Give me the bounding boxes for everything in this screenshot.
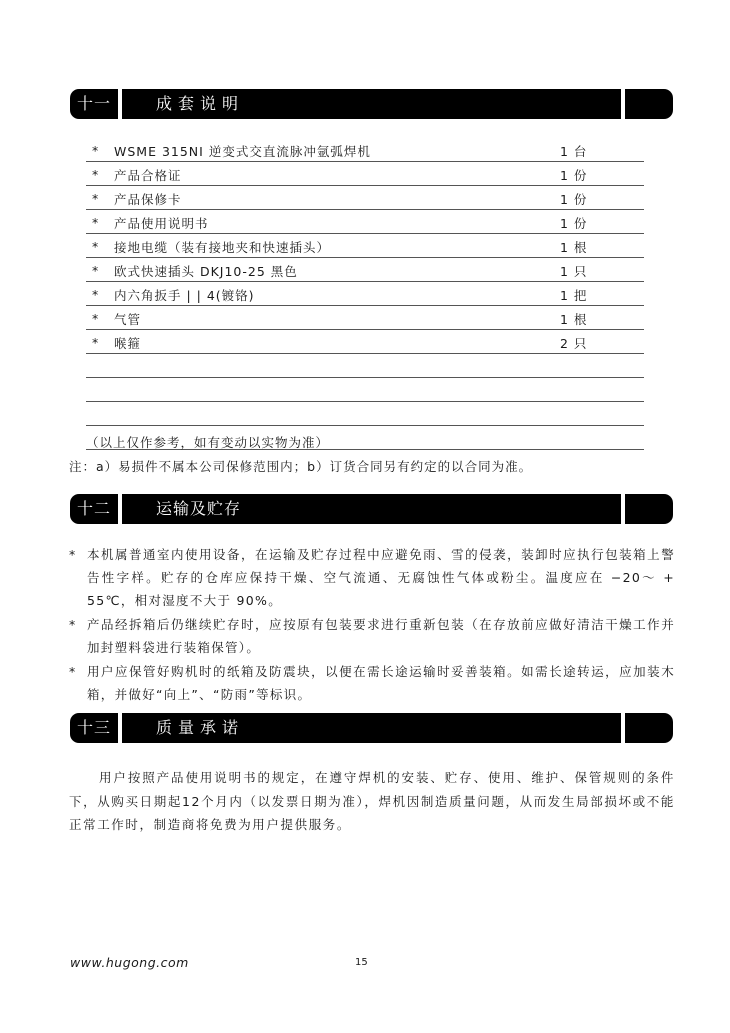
item-quantity: 1 根	[560, 312, 588, 327]
item-quantity: 1 份	[560, 168, 588, 183]
bullet-text: 用户应保管好购机时的纸箱及防震块，以便在需长途运输时妥善装箱。如需长途转运，应加装木箱，并做好“向上”、“防雨”等标识。	[87, 664, 675, 702]
section-12-number: 十二	[70, 494, 118, 524]
item-name: 内六角扳手 | | 4(镀铬)	[114, 288, 255, 303]
reference-note: （以上仅作参考，如有变动以实物为准）	[86, 435, 330, 450]
item-quantity: 1 份	[560, 192, 588, 207]
item-quantity: 1 份	[560, 216, 588, 231]
item-bullet: *	[92, 311, 99, 326]
item-quantity: 1 只	[560, 264, 588, 279]
item-name: 产品合格证	[114, 168, 182, 183]
item-bullet: *	[92, 263, 99, 278]
item-quantity: 2 只	[560, 336, 588, 351]
section-12-header	[70, 494, 673, 524]
item-name: 喉箍	[114, 336, 142, 351]
bullet-text: 产品经拆箱后仍继续贮存时，应按原有包装要求进行重新包装（在存放前应做好清洁干燥工作并加封塑料袋进行装箱保管）。	[87, 617, 675, 655]
item-quantity: 1 台	[560, 144, 588, 159]
section-11-header	[70, 89, 673, 119]
storage-bullet	[69, 543, 675, 612]
bullet-mark: *	[69, 617, 77, 632]
section-13-header	[70, 713, 673, 743]
item-bullet: *	[92, 239, 99, 254]
item-name: 欧式快速插头 DKJ10-25 黑色	[114, 264, 298, 279]
storage-bullet	[69, 613, 675, 659]
list-item	[86, 402, 644, 426]
section-13-number: 十三	[70, 713, 118, 743]
item-name: 接地电缆（装有接地夹和快速插头）	[114, 240, 331, 255]
list-item	[86, 138, 644, 162]
item-name: 产品使用说明书	[114, 216, 209, 231]
bullet-mark: *	[69, 547, 77, 562]
item-bullet: *	[92, 191, 99, 206]
item-bullet: *	[92, 167, 99, 182]
bullet-text: 本机属普通室内使用设备，在运输及贮存过程中应避免雨、雪的侵袭，装卸时应执行包装箱上警告性字样。贮存的仓库应保持干燥、空气流通、无腐蚀性气体或粉尘。温度应在 −20～ + 55℃，相对湿度不大于 90%。	[87, 547, 675, 608]
item-name: 产品保修卡	[114, 192, 182, 207]
section-header-endcap	[625, 89, 673, 119]
section-13-title: 质量承诺	[122, 713, 621, 743]
list-item	[86, 258, 644, 282]
list-item	[86, 378, 644, 402]
item-name: WSME 315NI 逆变式交直流脉冲氩弧焊机	[114, 144, 371, 159]
list-item	[86, 354, 644, 378]
list-item	[86, 282, 644, 306]
list-item	[86, 330, 644, 354]
footer-website: www.hugong.com	[70, 955, 189, 970]
footnote: 注：a）易损件不属本公司保修范围内；b）订货合同另有约定的以合同为准。	[69, 459, 533, 474]
list-item	[86, 186, 644, 210]
section-11-title: 成套说明	[122, 89, 621, 119]
bullet-mark: *	[69, 664, 77, 679]
section-11-number: 十一	[70, 89, 118, 119]
section-12-title: 运输及贮存	[122, 494, 621, 524]
storage-bullet	[69, 660, 675, 706]
list-item	[86, 162, 644, 186]
section-header-endcap	[625, 713, 673, 743]
item-bullet: *	[92, 215, 99, 230]
list-item	[86, 210, 644, 234]
list-item	[86, 306, 644, 330]
quality-promise-paragraph: 用户按照产品使用说明书的规定，在遵守焊机的安装、贮存、使用、维护、保管规则的条件下，从购买日期起12个月内（以发票日期为准），焊机因制造质量问题，从而发生局部损坏或不能正常工作时，制造商将免费为用户提供服务。	[69, 770, 675, 832]
item-bullet: *	[92, 335, 99, 350]
item-quantity: 1 根	[560, 240, 588, 255]
item-name: 气管	[114, 312, 142, 327]
item-bullet: *	[92, 287, 99, 302]
page-number: 15	[355, 957, 368, 968]
section-header-endcap	[625, 494, 673, 524]
list-item	[86, 234, 644, 258]
item-quantity: 1 把	[560, 288, 588, 303]
item-bullet: *	[92, 143, 99, 158]
package-contents-list	[86, 138, 644, 450]
transport-storage-list	[69, 543, 675, 707]
